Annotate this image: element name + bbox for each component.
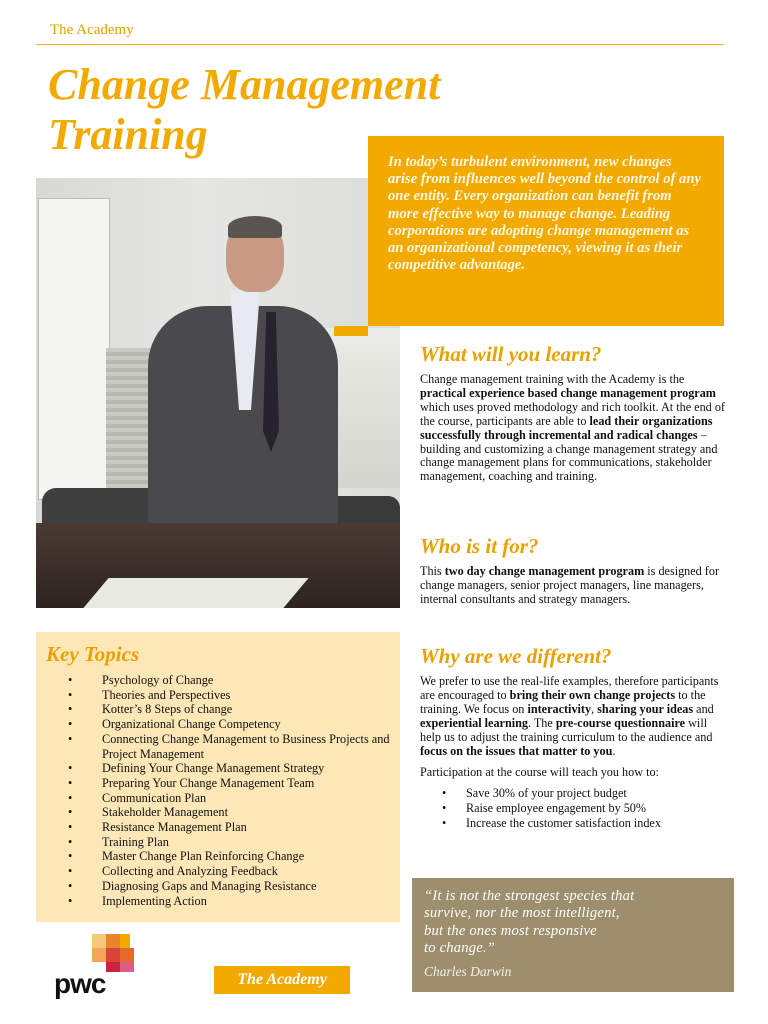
text-run-bold: sharing your ideas: [597, 701, 694, 716]
bullet-icon: •: [68, 687, 73, 702]
list-item: [68, 732, 390, 761]
list-item-text: Raise employee engagement by 50%: [466, 800, 647, 815]
list-item-text: Diagnosing Gaps and Managing Resistance: [102, 878, 317, 893]
quote-text: [424, 888, 722, 958]
benefits-list: [420, 786, 730, 830]
list-item-text: Connecting Change Management to Business Projects and Project Management: [102, 731, 390, 761]
text-run-bold: experiential learning: [420, 715, 528, 730]
bullet-icon: •: [442, 786, 447, 801]
list-item-text: Master Change Plan Reinforcing Change: [102, 849, 305, 864]
bullet-icon: •: [68, 805, 73, 820]
list-item: [68, 805, 390, 820]
section-who: [420, 534, 720, 607]
different-paragraph: [420, 675, 730, 758]
list-item: [68, 776, 390, 791]
bullet-icon: •: [68, 673, 73, 687]
text-run-bold: lead their organizations successfully through incremental and radical changes: [420, 413, 713, 442]
bullet-icon: •: [68, 864, 73, 879]
bullet-icon: •: [68, 849, 73, 864]
bullet-icon: •: [68, 790, 73, 805]
bullet-icon: •: [442, 800, 447, 815]
list-item-text: Save 30% of your project budget: [466, 786, 627, 801]
list-item: [68, 894, 390, 909]
section-heading-learn: What will you learn?: [420, 342, 602, 366]
hero-photo: [36, 178, 400, 608]
bullet-icon: •: [68, 775, 73, 790]
quote-author: Charles Darwin: [424, 963, 512, 979]
text-run: and: [693, 701, 714, 716]
text-run: Change management training with the Academy is the: [420, 372, 685, 386]
quote-line: but the ones most responsive: [424, 922, 597, 939]
list-item-text: Increase the customer satisfaction index: [466, 815, 661, 830]
quote-line: survive, nor the most intelligent,: [424, 905, 620, 922]
text-run: – building and customizing a change management strategy and change management plans for communications, stakeholder management, coaching and training.: [420, 427, 718, 484]
text-run-bold: pre-course questionnaire: [555, 715, 686, 730]
intro-text: In today’s turbulent environment, new changes arise from influences well beyond the control of any one entity. Every organization can benefit from more effective way to manage change. Leading corporations are adopting change management as an organizational competency, viewing it as their competitive advantage.: [388, 154, 701, 274]
quote-line: to change.”: [424, 940, 496, 957]
text-run: . The: [527, 715, 556, 730]
section-heading-different: Why are we different?: [420, 644, 612, 668]
bullet-icon: •: [68, 702, 73, 717]
learn-paragraph: [420, 373, 726, 484]
pwc-logo-text: pwc: [54, 968, 106, 999]
quote-line: “It is not the strongest species that: [424, 888, 635, 904]
list-item-text: Training Plan: [102, 834, 169, 849]
key-topics-list: [46, 673, 390, 908]
text-run: to the training. We focus on: [420, 687, 706, 716]
list-item: [442, 786, 730, 801]
list-item: [442, 801, 730, 816]
bullet-icon: •: [68, 761, 73, 776]
list-item-text: Organizational Change Competency: [102, 717, 281, 732]
photo-person-hair: [228, 216, 282, 238]
text-run: This: [420, 564, 445, 578]
who-paragraph: [420, 565, 720, 607]
list-item-text: Resistance Management Plan: [102, 820, 247, 835]
text-run: which uses proved methodology and rich toolkit. At the end of the course, participants are able to: [420, 399, 725, 428]
list-item: [68, 835, 390, 850]
key-topics-heading: Key Topics: [46, 642, 140, 666]
section-different: [420, 644, 730, 830]
bullet-icon: •: [68, 893, 73, 908]
page-title-line-2: Training: [48, 110, 208, 159]
section-learn: [420, 342, 726, 484]
text-run: We prefer to use the real-life examples, therefore participants are encouraged to: [420, 674, 719, 702]
header-divider: [36, 44, 724, 45]
list-item-text: Stakeholder Management: [102, 805, 229, 820]
list-item: [68, 864, 390, 879]
list-item: [68, 820, 390, 835]
bullet-icon: •: [442, 815, 447, 830]
page-title-line-1: Change Management: [48, 60, 441, 109]
text-run: ,: [591, 701, 598, 716]
brand-label: The Academy: [50, 22, 134, 38]
text-run: is designed for change managers, senior project managers, line managers, internal consultants and strategy managers.: [420, 564, 720, 606]
text-run-bold: bring their own change projects: [509, 687, 676, 702]
list-item-text: Kotter’s 8 Steps of change: [102, 702, 233, 717]
photo-whiteboard: [38, 198, 110, 500]
list-item-text: Defining Your Change Management Strategy: [102, 761, 325, 776]
different-lead: Participation at the course will teach you how to:: [420, 765, 659, 780]
section-heading-who: Who is it for?: [420, 534, 539, 558]
list-item: [68, 791, 390, 806]
academy-badge: The Academy: [214, 966, 350, 994]
intro-callout: [368, 136, 724, 326]
quote-callout: [412, 878, 734, 992]
list-item: [68, 673, 390, 688]
list-item: [68, 879, 390, 894]
bullet-icon: •: [68, 878, 73, 893]
list-item-text: Collecting and Analyzing Feedback: [102, 864, 278, 879]
text-run: .: [612, 743, 616, 758]
intro-callout-tab: [334, 326, 368, 336]
list-item: [68, 849, 390, 864]
text-run-bold: focus on the issues that matter to you: [420, 743, 613, 758]
list-item-text: Psychology of Change: [102, 673, 214, 687]
bullet-icon: •: [68, 731, 73, 746]
list-item: [68, 688, 390, 703]
list-item: [442, 816, 730, 831]
text-run: will help us to adjust the training curriculum to the audience and: [420, 715, 713, 744]
text-run-bold: two day change management program: [444, 564, 645, 578]
list-item-text: Preparing Your Change Management Team: [102, 775, 315, 790]
list-item: [68, 717, 390, 732]
list-item-text: Implementing Action: [102, 893, 207, 908]
bullet-icon: •: [68, 834, 73, 849]
list-item: [68, 702, 390, 717]
photo-paper: [83, 578, 308, 608]
list-item: [68, 761, 390, 776]
text-run-bold: practical experience based change management program: [420, 385, 716, 400]
list-item-text: Theories and Perspectives: [102, 687, 231, 702]
list-item-text: Communication Plan: [102, 790, 207, 805]
text-run-bold: interactivity: [527, 701, 592, 716]
bullet-icon: •: [68, 820, 73, 835]
key-topics-panel: [36, 632, 400, 922]
bullet-icon: •: [68, 717, 73, 732]
